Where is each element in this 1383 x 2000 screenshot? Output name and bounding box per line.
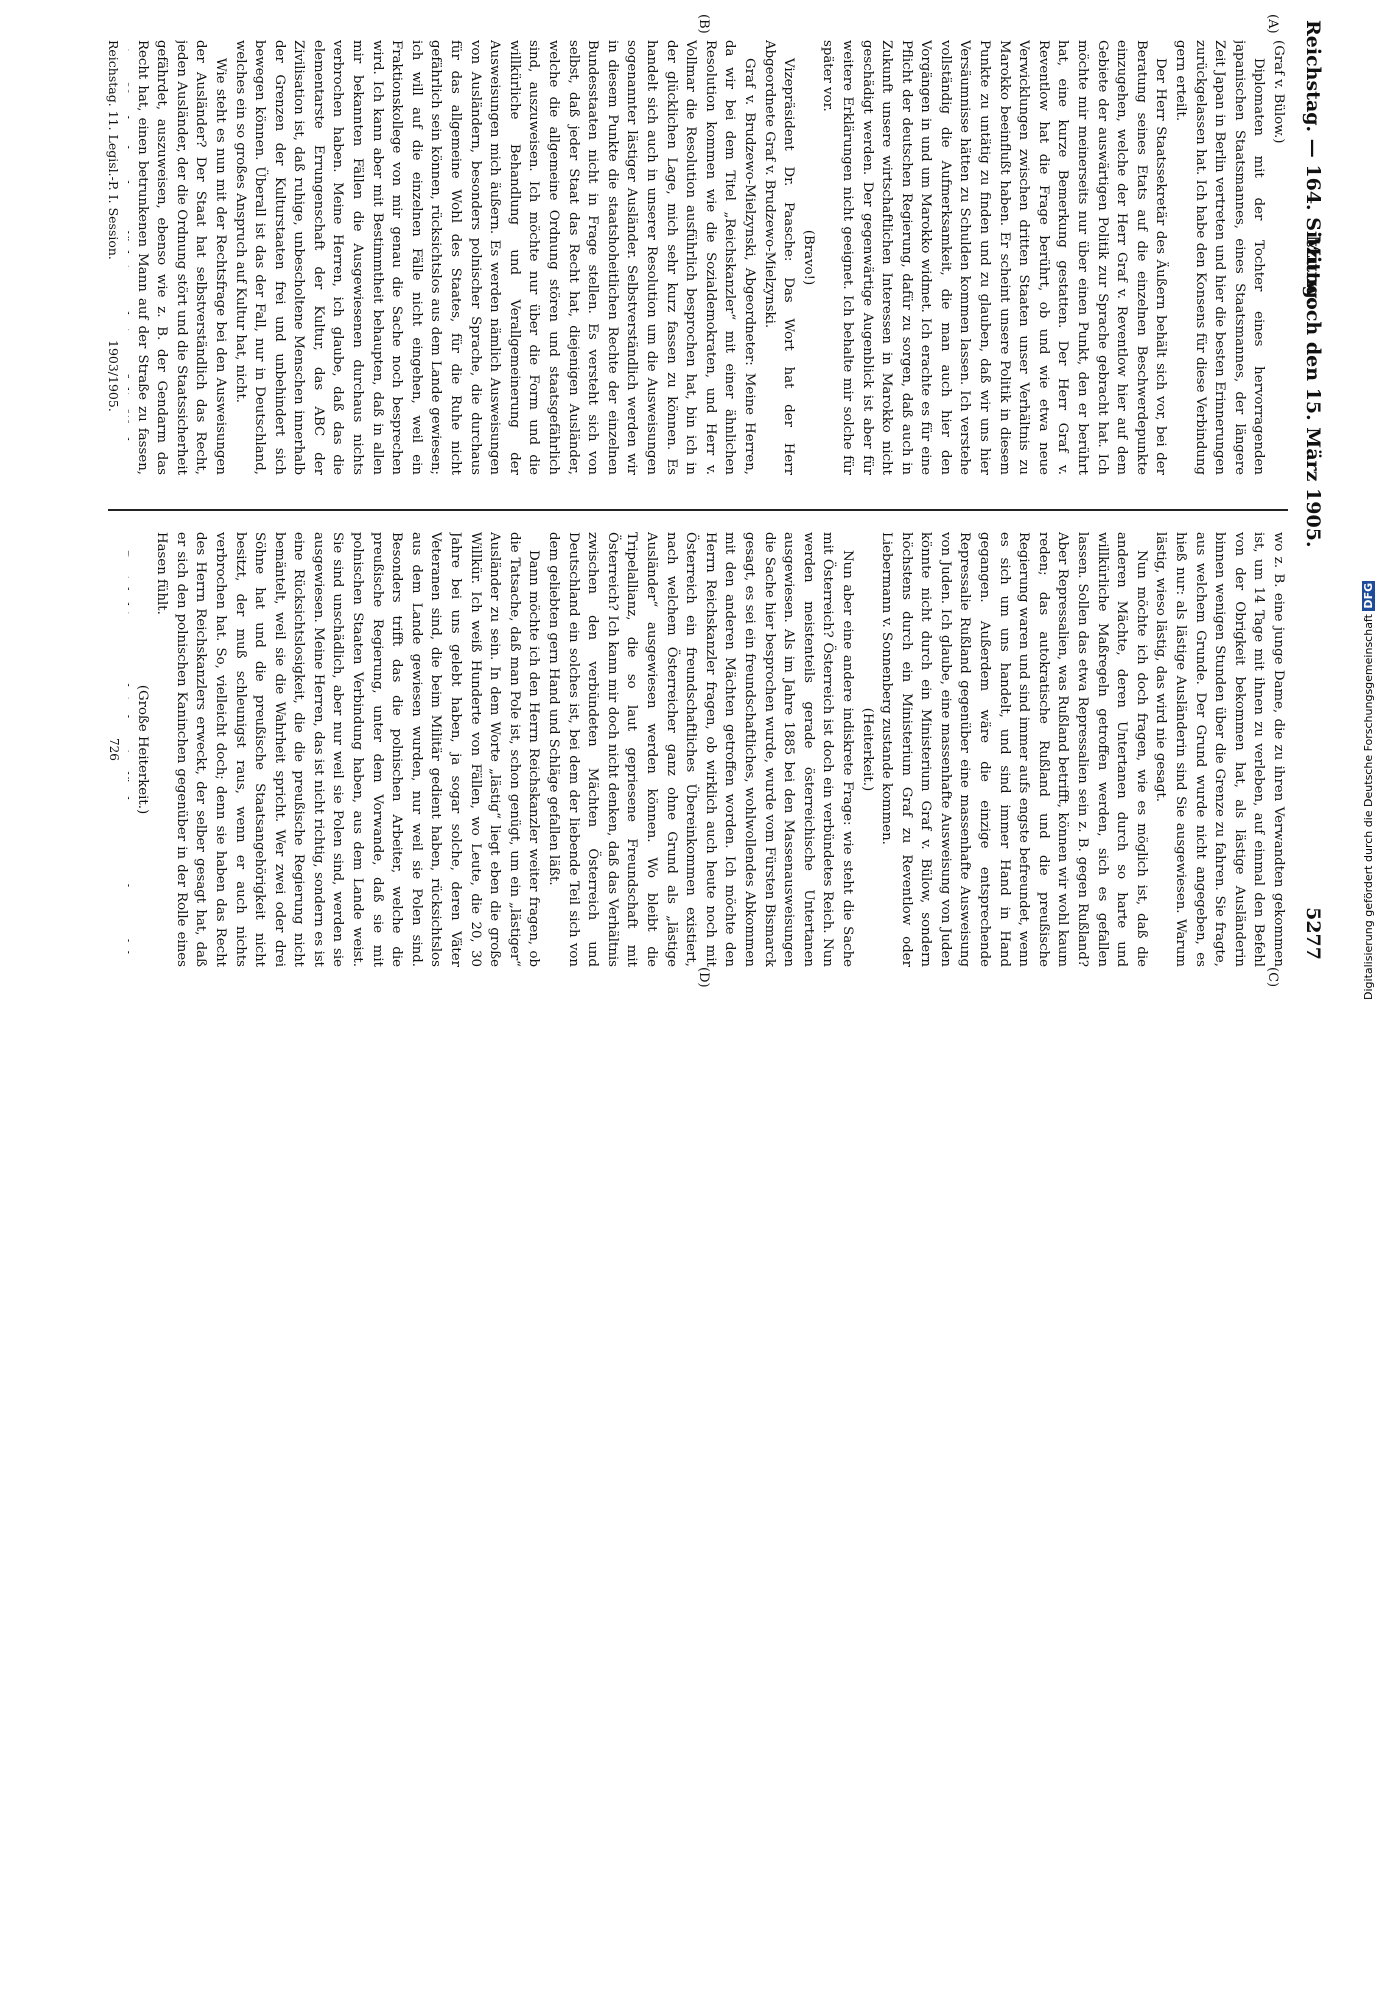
paragraph: Wie steht es nun mit der Rechtsfrage bei den Ausweisungen der Ausländer? Der Staat hat selbstverständlich das Recht, jeden Ausländer, der die Ordnung stört und die Staatssicherheit gefährdet, auszuweisen, ebenso wie z. B. der Gendarm das Recht hat, einen betrunkenen Mann auf der Straße zu fassen, <box>134 40 228 475</box>
interjection: (Heiterkeit.) <box>859 707 875 792</box>
credit-label: Digitalisierung gefördert durch die Deutsche Forschungsgemeinschaft <box>1362 614 1375 1000</box>
footer-page-number: 726 <box>107 738 121 761</box>
margin-marker-c: (C) <box>1265 967 1280 988</box>
page-footer <box>106 40 121 412</box>
interjection: (Große Heiterkeit.) <box>134 684 150 815</box>
right-column <box>128 532 1288 967</box>
paragraph: Diplomaten mit der Tochter eines hervorragenden japanischen Staatsmannes, eines Staatsmannes, der längere Zeit Japan in Berlin vertreten und hier die besten Erinnerungen zurückgelassen hat. Ich habe den Konsens für diese Verbindung gern erteilt. <box>1173 40 1267 475</box>
margin-marker-a: (A) <box>1265 14 1280 34</box>
interjection: (Bravo!) <box>800 229 816 286</box>
paragraph: Vizepräsident Dr. Paasche: Das Wort hat der Herr Abgeordnete Graf v. Brudzewo-Mielzynski. <box>761 40 797 475</box>
paragraph: Dann möchte ich den Herrn Reichskanzler weiter fragen, ob die Tatsache, daß man Pole ist, schon genügt, um ein „lästiger“ Ausländer zu sein. In dem Worte „lästig“ liegt eben die große Willkür. Ich weiß Hunderte von Fällen, wo Leute, die 20, 30 Jahre bei uns gelebt haben, ja sogar solche, deren Väter Veteranen sind, die beim Militär gedient haben, rücksichtslos aus dem Lande gewiesen wurden, nur weil sie Polen sind. Besonders trifft das die polnischen Arbeiter, welche die preußische Regierung, unter dem Vorwande, daß sie mit polnischen Staaten Verbindung haben, aus dem Lande weist. Sie sind unschädlich, aber nur weil sie Polen sind, werden sie ausgewiesen. Meine Herren, das ist nicht richtig, sondern es ist eine Rücksichtslosigkeit, die die preußische Regierung nicht bemäntelt, weil sie die Wahrheit spricht. Wer zwei oder drei Söhne hat und die preußische Staatsangehörigkeit nicht besitzt, der muß schleunigst raus, wenn er auch nichts verbrochen hat. So, vielleicht doch; denn sie haben das Recht des Herrn Reichskanzlers erweckt, der selber gesagt hat, daß er sich den polnischen Kaninchen gegenüber in der Rolle eines Hasen fühlt. <box>154 532 542 967</box>
header-title: Reichstag. — 164. Sitzung. <box>1302 20 1324 306</box>
footer-years: 1903/1905. <box>106 340 121 412</box>
margin-marker-b: (B) <box>696 14 711 34</box>
paragraph: Graf v. Brudzewo-Mielzynski, Abgeordneter: Meine Herren, da wir bei dem Titel „Reichskanzler“ mit einer ähnlichen Resolution kommen wie die Sozialdemokraten, und Herr v. Vollmar die Resolution ausführlich besprochen hat, bin ich in der glücklichen Lage, mich sehr kurz fassen zu können. Es handelt sich auch in unserer Resolution um die Ausweisungen sogenannter lästiger Ausländer. Selbstverständlich werden wir in diesem Punkte die staatshoheitlichen Rechte der einzelnen Bundesstaaten nicht in Frage stellen. Es versteht sich von selbst, daß jeder Staat das Recht hat, diejenigen Ausländer, welche die allgemeine Ordnung stören und staatsgefährlich sind, auszuweisen. Ich möchte nur über die Form und die willkürliche Behandlung und Verallgemeinerung der Ausweisungen mich äußern. Es werden nämlich Ausweisungen von Ausländern, besonders polnischer Sprache, die durchaus für das allgemeine Wohl des Staates, für die Ruhe nicht gefährlich sein können, rücksichtslos aus dem Lande gewiesen; ich will auf die einzelnen Fälle nicht eingehen, weil ein Fraktionskollege von mir genau die Sache noch besprechen wird. Ich kann aber mit Bestimmtheit behaupten, daß in allen mir bekannten Fällen die Ausgewiesenen durchaus nichts verbrochen haben. Meine Herren, ich glaube, daß das die elementarste Errungenschaft der Kultur, das ABC der Zivilisation ist, daß ruhige, unbescholtene Menschen innerhalb der Grenzen der Kulturstaaten frei und unbehindert sich bewegen können. Überall ist das der Fall, nur in Deutschland, welches ein so großes Anspruch auf Kultur hat, nicht. <box>232 40 757 475</box>
speaker-attribution: (Graf v. Bülow.) <box>1271 40 1286 144</box>
page-header <box>1288 20 1328 960</box>
credit-text <box>1362 581 1375 1000</box>
left-column <box>128 40 1288 475</box>
digitization-credit <box>1362 582 1376 2000</box>
paragraph: wo z. B. eine junge Dame, die zu ihren Verwandten gekommen ist, um 14 Tage mit ihnen zu verleben, auf einmal den Befehl von der Obrigkeit bekommen hat, als lästige Ausländerin binnen wenigen Stunden über die Grenze zu fahren. Sie fragte, aus welchem Grunde. Der Grund wurde nicht angegeben, es hieß nur: als lästige Ausländerin sind Sie ausgewiesen. Warum lästig, wieso lästig, das wird nie gesagt. <box>1153 532 1286 967</box>
paragraph: Der Herr Staatssekretär des Äußern behält sich vor, bei der Beratung seines Etats auf die einzelnen Beschwerdepunkte einzugehen, welche der Herr Graf v. Reventlow hier auf dem Gebiete der auswärtigen Politik zur Sprache gebracht hat. Ich möchte mir meinerseits nur über einen Punkt, den er berührt hat, eine kurze Bemerkung gestatten. Der Herr Graf v. Reventlow hat die Frage berührt, ob und wie etwa neue Verwicklungen zwischen dritten Staaten unser Verhältnis zu Marokko beeinflußt haben. Er scheint unsere Politik in diesem Punkte zu untätig zu finden und zu glauben, daß wir uns hier Versäumnisse hätten zu Schulden kommen lassen. Ich verstehe vollständig die Aufmerksamkeit, die man auch hier den Vorgängen in und um Marokko widmet. Ich erachte es für eine Pflicht der deutschen Regierung, dafür zu sorgen, daß auch in Zukunft unsere wirtschaftlichen Interessen in Marokko nicht geschädigt werden. Der gegenwärtige Augenblick ist aber für weitere Erklärungen nicht geeignet. Ich behalte mir solche für später vor. <box>820 40 1169 475</box>
dfg-logo: DFG <box>1362 582 1375 609</box>
page-number: 5277 <box>1302 907 1324 960</box>
footer-legislature: Reichstag. 11. Legisl.-P. I. Session. <box>106 40 121 260</box>
paragraph: Nun möchte ich doch fragen, wie es möglich ist, daß die anderen Mächte, deren Untertanen durch so harte und willkürliche Maßregeln getroffen werden, sich es gefallen lassen. Sollen das etwa Repressalien sein z. B. gegen Rußland? Aber Repressalien, was Rußland betrifft, können wir wohl kaum reden; das autokratische Rußland und die preußische Regierung waren und sind immer aufs engste befreundet, wenn es sich um uns handelt, und sind immer Hand in Hand gegangen. Außerdem wäre die einzige entsprechende Repressalie Rußland gegenüber eine massenhafte Ausweisung von Juden. Ich glaube, eine massenhafte Ausweisung von Juden könnte nicht durch ein Ministerium Graf v. Bülow, sondern höchstens durch ein Ministerium Graf zu Reventlow oder Liebermann v. Sonnenberg zustande kommen. <box>879 532 1149 967</box>
paragraph <box>128 532 132 967</box>
header-date: Mittwoch den 15. März 1905. <box>1302 235 1324 548</box>
column-divider <box>108 509 1288 511</box>
paragraph: Nun aber eine andere indiskrete Frage: wie steht die Sache mit Österreich? Österreich ist doch ein verbündetes Reich. Nun werden meistenteils gerade österreichische Untertanen ausgewiesen. Als im Jahre 1885 bei den Massenausweisungen die Sache hier besprochen wurde, wurde vom Fürsten Bismarck gesagt, es sei ein freundschaftliches, wohlwollendes Abkommen mit den anderen Mächten getroffen worden. Ich möchte den Herrn Reichskanzler fragen, ob wirklich auch heute noch mit Österreich ein freundschaftliches Übereinkommen existiert, nach welchem Österreicher ganz ohne Grund als „lästige Ausländer“ ausgewiesen werden können. Wo bleibt die Tripelallianz, die so laut gepriesene Freundschaft mit Österreich? Ich kann mir doch nicht denken, daß das Verhältnis zwischen den verbündeten Mächten Österreich und Deutschland ein solches ist, bei dem der liebende Teil sich von dem geliebten gern Hand und Schläge gefallen läßt. <box>546 532 855 967</box>
margin-marker-d: (D) <box>696 967 711 988</box>
